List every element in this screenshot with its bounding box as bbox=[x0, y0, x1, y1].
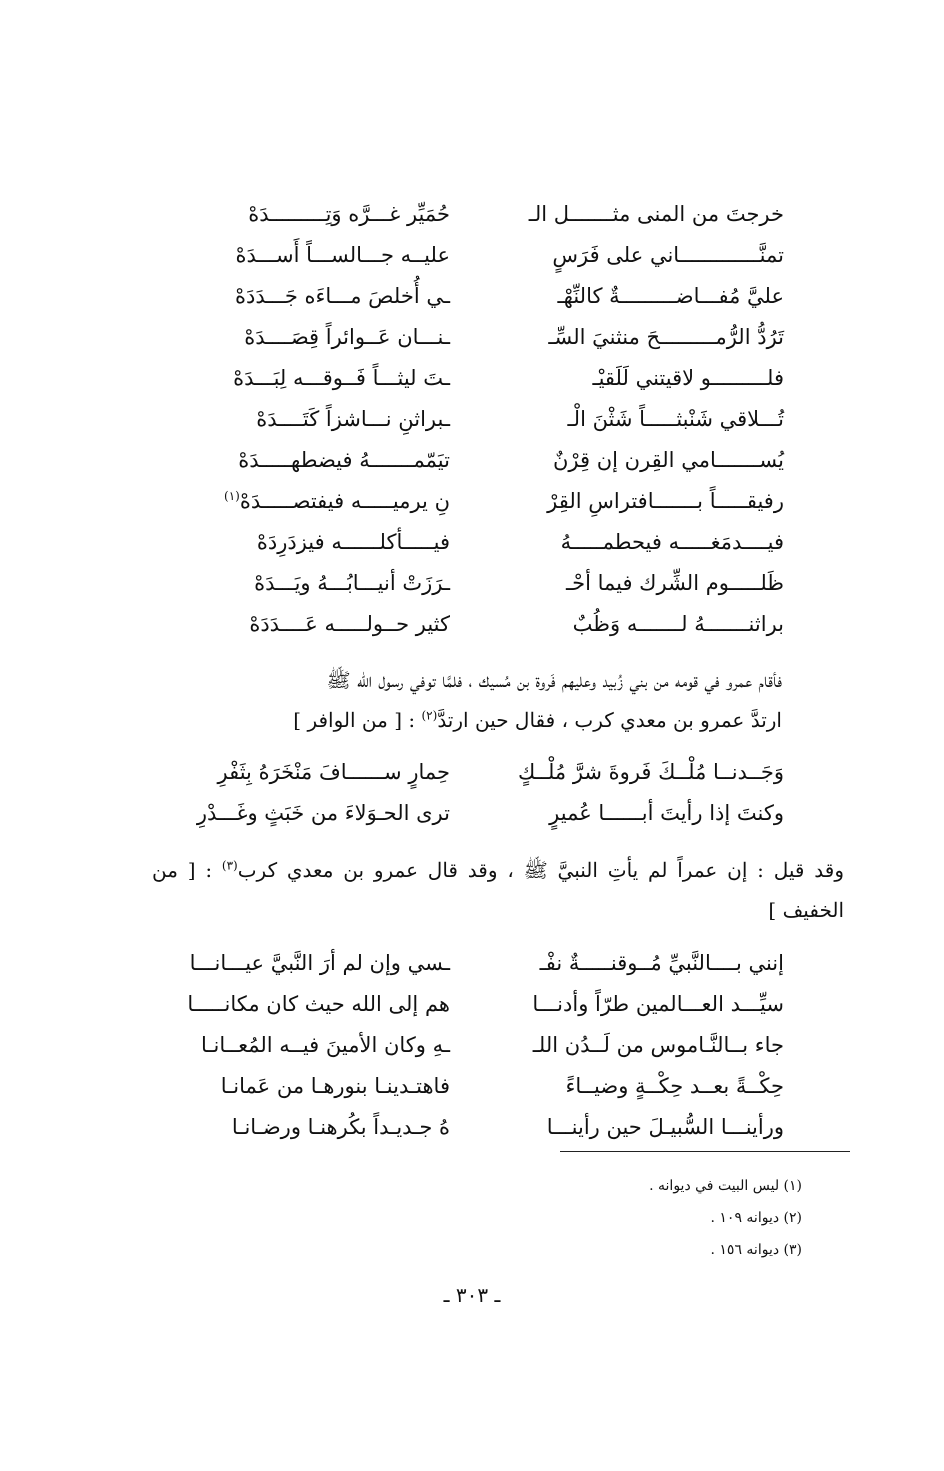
verse bbox=[160, 276, 784, 317]
first-hemistich: وَجَــدنــا مُلْــكَ فَروةَ شرَّ مُلْــكٍ bbox=[517, 760, 784, 784]
first-hemistich: سيِّـــد العـــالمين طرّاً وأدنـــا bbox=[532, 992, 784, 1016]
second-hemistich: حُمَيِّر غـــرَّه وَتِـــــــــدَهْ bbox=[248, 202, 450, 226]
footnotes bbox=[502, 1170, 802, 1266]
verse bbox=[160, 194, 784, 235]
prose-line bbox=[152, 700, 782, 740]
prose-text: وقد قيل : إن عمراً لم يأتِ النبيَّ ﷺ ، وقد قال عمرو بن معدي كرب bbox=[237, 858, 844, 882]
verse bbox=[160, 943, 784, 984]
first-hemistich: يُســـــــامي القِرن إن قِرْنٌ bbox=[553, 448, 784, 472]
verse bbox=[160, 1066, 784, 1107]
first-hemistich: إنني بــــالنَّبيِّ مُــوقنـــــةٌ نفْـ bbox=[539, 951, 784, 975]
first-hemistich: وكنتَ إذا رأيتَ أبــــــا عُميرٍ bbox=[549, 801, 784, 825]
second-hemistich: ـرَزَتْ أنيـــابُـــهُ ويَـــدَهْ bbox=[254, 571, 450, 595]
first-hemistich: براثنـــــــهُ لـــــــه وَظُبٌ bbox=[572, 612, 784, 636]
footnote-marker: (٣) bbox=[221, 858, 238, 873]
second-hemistich: ـتَ ليثـــاً فَــوقـــه لِبَـــدَهْ bbox=[233, 366, 450, 390]
first-hemistich: عليَّ مُفـــاضـــــــــةٌ كالنِّهْـ bbox=[557, 284, 784, 308]
verse bbox=[160, 1025, 784, 1066]
poem-block bbox=[160, 943, 784, 1148]
verse bbox=[160, 522, 784, 563]
verse bbox=[160, 752, 784, 793]
second-hemistich: تيَمّمـــــــهُ فيضطهـــــدَهْ bbox=[238, 448, 450, 472]
verse bbox=[160, 399, 784, 440]
poem-block bbox=[160, 194, 784, 645]
prose-text: ارتدَّ عمرو بن معدي كرب ، فقال حين ارتدَّ bbox=[437, 708, 782, 732]
second-hemistich: فاهتـدينـا بنورهـا من عَمانـا bbox=[220, 1074, 450, 1098]
second-hemistich: هُ جـديـداً بكُرهنـا ورضـانـا bbox=[231, 1115, 450, 1139]
meter-label: : [ من الوافر ] bbox=[293, 708, 422, 732]
prose-paragraph bbox=[152, 850, 844, 930]
first-hemistich: رفيقـــــاً بـــــــافتراسِ القِرْ bbox=[547, 489, 784, 513]
second-hemistich: ـسي وإن لم أرَ النَّبيَّ عيـــانـــا bbox=[189, 951, 450, 975]
first-hemistich: فيــــدمَغـــــه فيحطمـــــهُ bbox=[560, 530, 784, 554]
verse bbox=[160, 358, 784, 399]
first-hemistich: ظَلـــــوم الشِّرك فيما أحْـ bbox=[565, 571, 784, 595]
second-hemistich: حِمارٍ ســــــافَ مَنْخَرَهُ بِثَفْرِ bbox=[217, 760, 450, 784]
first-hemistich: تمنَّـــــــــــــاني على فَرَسٍ bbox=[552, 243, 784, 267]
meter-label: : [ من الخفيف ] bbox=[152, 858, 844, 922]
footnote-marker: (٢) bbox=[421, 708, 438, 723]
second-hemistich: ـي أُخلصَ مـــاءَه جَـــدَدَهْ bbox=[235, 284, 450, 308]
second-hemistich: هم إلى الله حيث كان مكانـــــا bbox=[187, 992, 450, 1016]
page-number: ـ ٣٠٣ ـ bbox=[443, 1283, 501, 1307]
verse bbox=[160, 563, 784, 604]
first-hemistich: حِكْــةً بعــد حِكْــةٍ وضيــاءً bbox=[565, 1074, 784, 1098]
verse bbox=[160, 604, 784, 645]
footnote: (٢) ديوانه ١٠٩ . bbox=[710, 1210, 802, 1226]
verse bbox=[160, 235, 784, 276]
second-hemistich: كثير حــولـــــه عَــــدَدَهْ bbox=[249, 612, 450, 636]
prose-line: فأقام عمرو في قومه من بني زُبيد وعليهم فَروة بن مُسيك ، فلمَّا توفي رسول الله ﷺ bbox=[326, 668, 782, 692]
first-hemistich: تُـــلاقي شَنْبثـــــاً شَثْنَ الْـ bbox=[567, 407, 784, 431]
second-hemistich: ـبراثنِ نـــاشزاً كَتَــــدَهْ bbox=[256, 407, 450, 431]
verse bbox=[160, 984, 784, 1025]
verse bbox=[160, 1107, 784, 1148]
verse bbox=[160, 793, 784, 834]
footnote: (١) ليس البيت في ديوانه . bbox=[649, 1178, 802, 1194]
first-hemistich: تَرُدُّ الرُّمـــــــــحَ منثنيَ السِّـ bbox=[548, 325, 784, 349]
second-hemistich bbox=[160, 481, 450, 522]
footnote-marker: (١) bbox=[224, 489, 240, 503]
first-hemistich: ورأينـــا السُّبيـلَ حين رأينـــا bbox=[546, 1115, 784, 1139]
verse bbox=[160, 317, 784, 358]
second-hemistich: فيـــــأكلــــــه فيزدَرِدَهْ bbox=[256, 530, 450, 554]
verse bbox=[160, 440, 784, 481]
footnote: (٣) ديوانه ١٥٦ . bbox=[710, 1242, 802, 1258]
prose-paragraph bbox=[152, 660, 782, 740]
first-hemistich: جاء بــالنَّـاموس من لَــدُن اللـ bbox=[532, 1033, 784, 1057]
first-hemistich: فلـــــــــو لاقيتني لَلَقيْـ bbox=[592, 366, 784, 390]
verse bbox=[160, 481, 784, 522]
second-hemistich: ـنـــان عَــوائراً قِصَــــدَهْ bbox=[244, 325, 450, 349]
first-hemistich: خرجتَ من المنى مثـــــــل الـ bbox=[528, 202, 784, 226]
hemistich-text: نِ يرميـــــه فيفتصـــــدَهْ bbox=[239, 489, 450, 513]
footnote-separator bbox=[560, 1151, 850, 1152]
second-hemistich: ترى الحـوَلاءَ من خَبَثٍ وغَـــدْرِ bbox=[196, 801, 450, 825]
poem-block bbox=[160, 752, 784, 834]
second-hemistich: ـهِ وكان الأمينَ فيــه المُعــانـا bbox=[201, 1033, 450, 1057]
second-hemistich: عليــه جـــالســـاً أَســـدَهْ bbox=[235, 243, 450, 267]
